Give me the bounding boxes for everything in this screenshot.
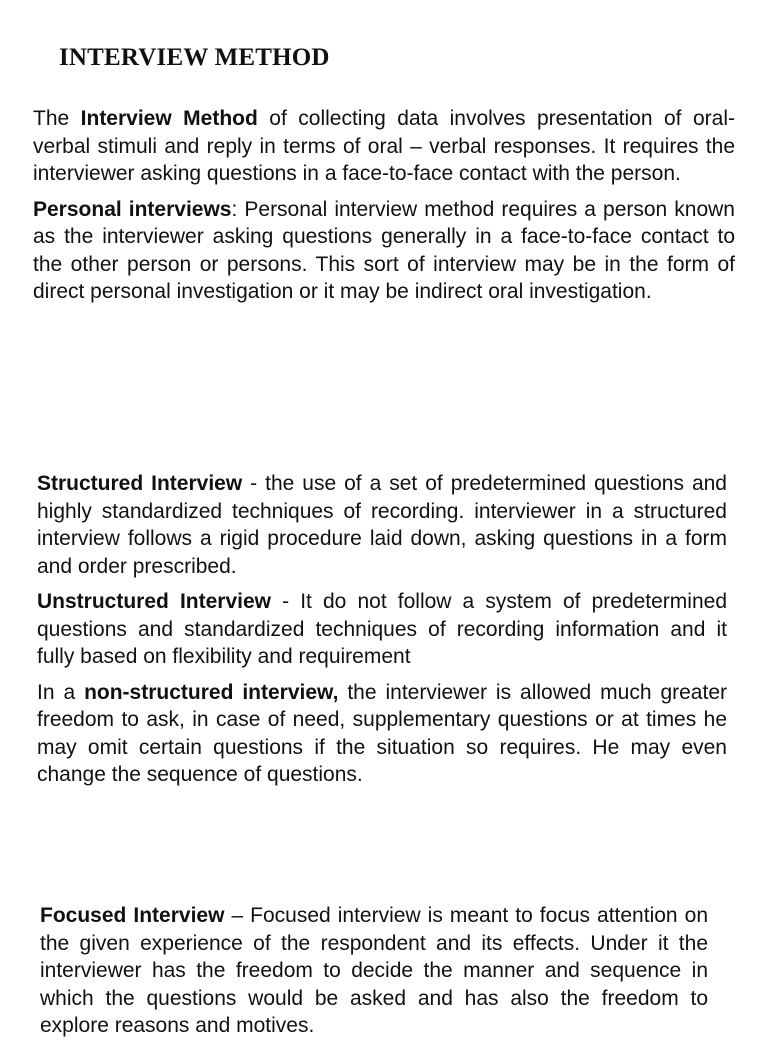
focused-interview-section xyxy=(40,902,708,1048)
structured-interview-term: Structured Interview xyxy=(37,472,243,495)
page-title: INTERVIEW METHOD xyxy=(59,44,330,71)
intro-prefix: The xyxy=(33,107,81,130)
personal-interviews-text: : Personal interview method requires a person known as the interviewer asking questions generally in a face-to-face contact to the other person or persons. This sort of interview may be in the form of direct personal investigation or it may be indirect oral investigation. xyxy=(33,197,735,303)
interview-types-section xyxy=(37,470,727,797)
non-structured-interview-text: the interviewer is allowed much greater freedom to ask, in case of need, supplementary questions or at times he may omit certain questions if the situation so requires. He may even change the sequence of questions. xyxy=(37,680,727,786)
focused-interview-paragraph xyxy=(40,902,708,1040)
personal-interviews-term: Personal interviews xyxy=(33,197,232,221)
intro-text: of collecting data involves presentation of oral-verbal stimuli and reply in terms of oral – verbal responses. It requires the interviewer asking questions in a face-to-face contact with the person. xyxy=(33,107,735,185)
unstructured-interview-paragraph xyxy=(37,588,727,671)
non-structured-interview-paragraph xyxy=(37,679,727,789)
personal-interviews-paragraph xyxy=(33,196,735,306)
intro-section xyxy=(33,105,735,314)
unstructured-interview-term: Unstructured Interview xyxy=(37,590,271,613)
intro-paragraph xyxy=(33,105,735,188)
non-structured-prefix: In a xyxy=(37,680,85,704)
non-structured-interview-term: non-structured interview, xyxy=(84,680,339,704)
unstructured-interview-text: - It do not follow a system of predetermined questions and standardized techniques of recording information and it fully based on flexibility and requirement xyxy=(37,590,728,668)
intro-term: Interview Method xyxy=(80,107,258,130)
structured-interview-paragraph xyxy=(37,470,727,580)
focused-interview-text: – Focused interview is meant to focus attention on the given experience of the respondent and its effects. Under it the interviewer has the freedom to decide the manner and sequence in which the questions would be asked and has also the freedom to explore reasons and motives. xyxy=(40,904,708,1037)
focused-interview-term: Focused Interview xyxy=(40,904,225,927)
structured-interview-text: - the use of a set of predetermined questions and highly standardized techniques of recording. interviewer in a structured interview follows a rigid procedure laid down, asking questions in a form and order prescribed. xyxy=(37,472,727,578)
